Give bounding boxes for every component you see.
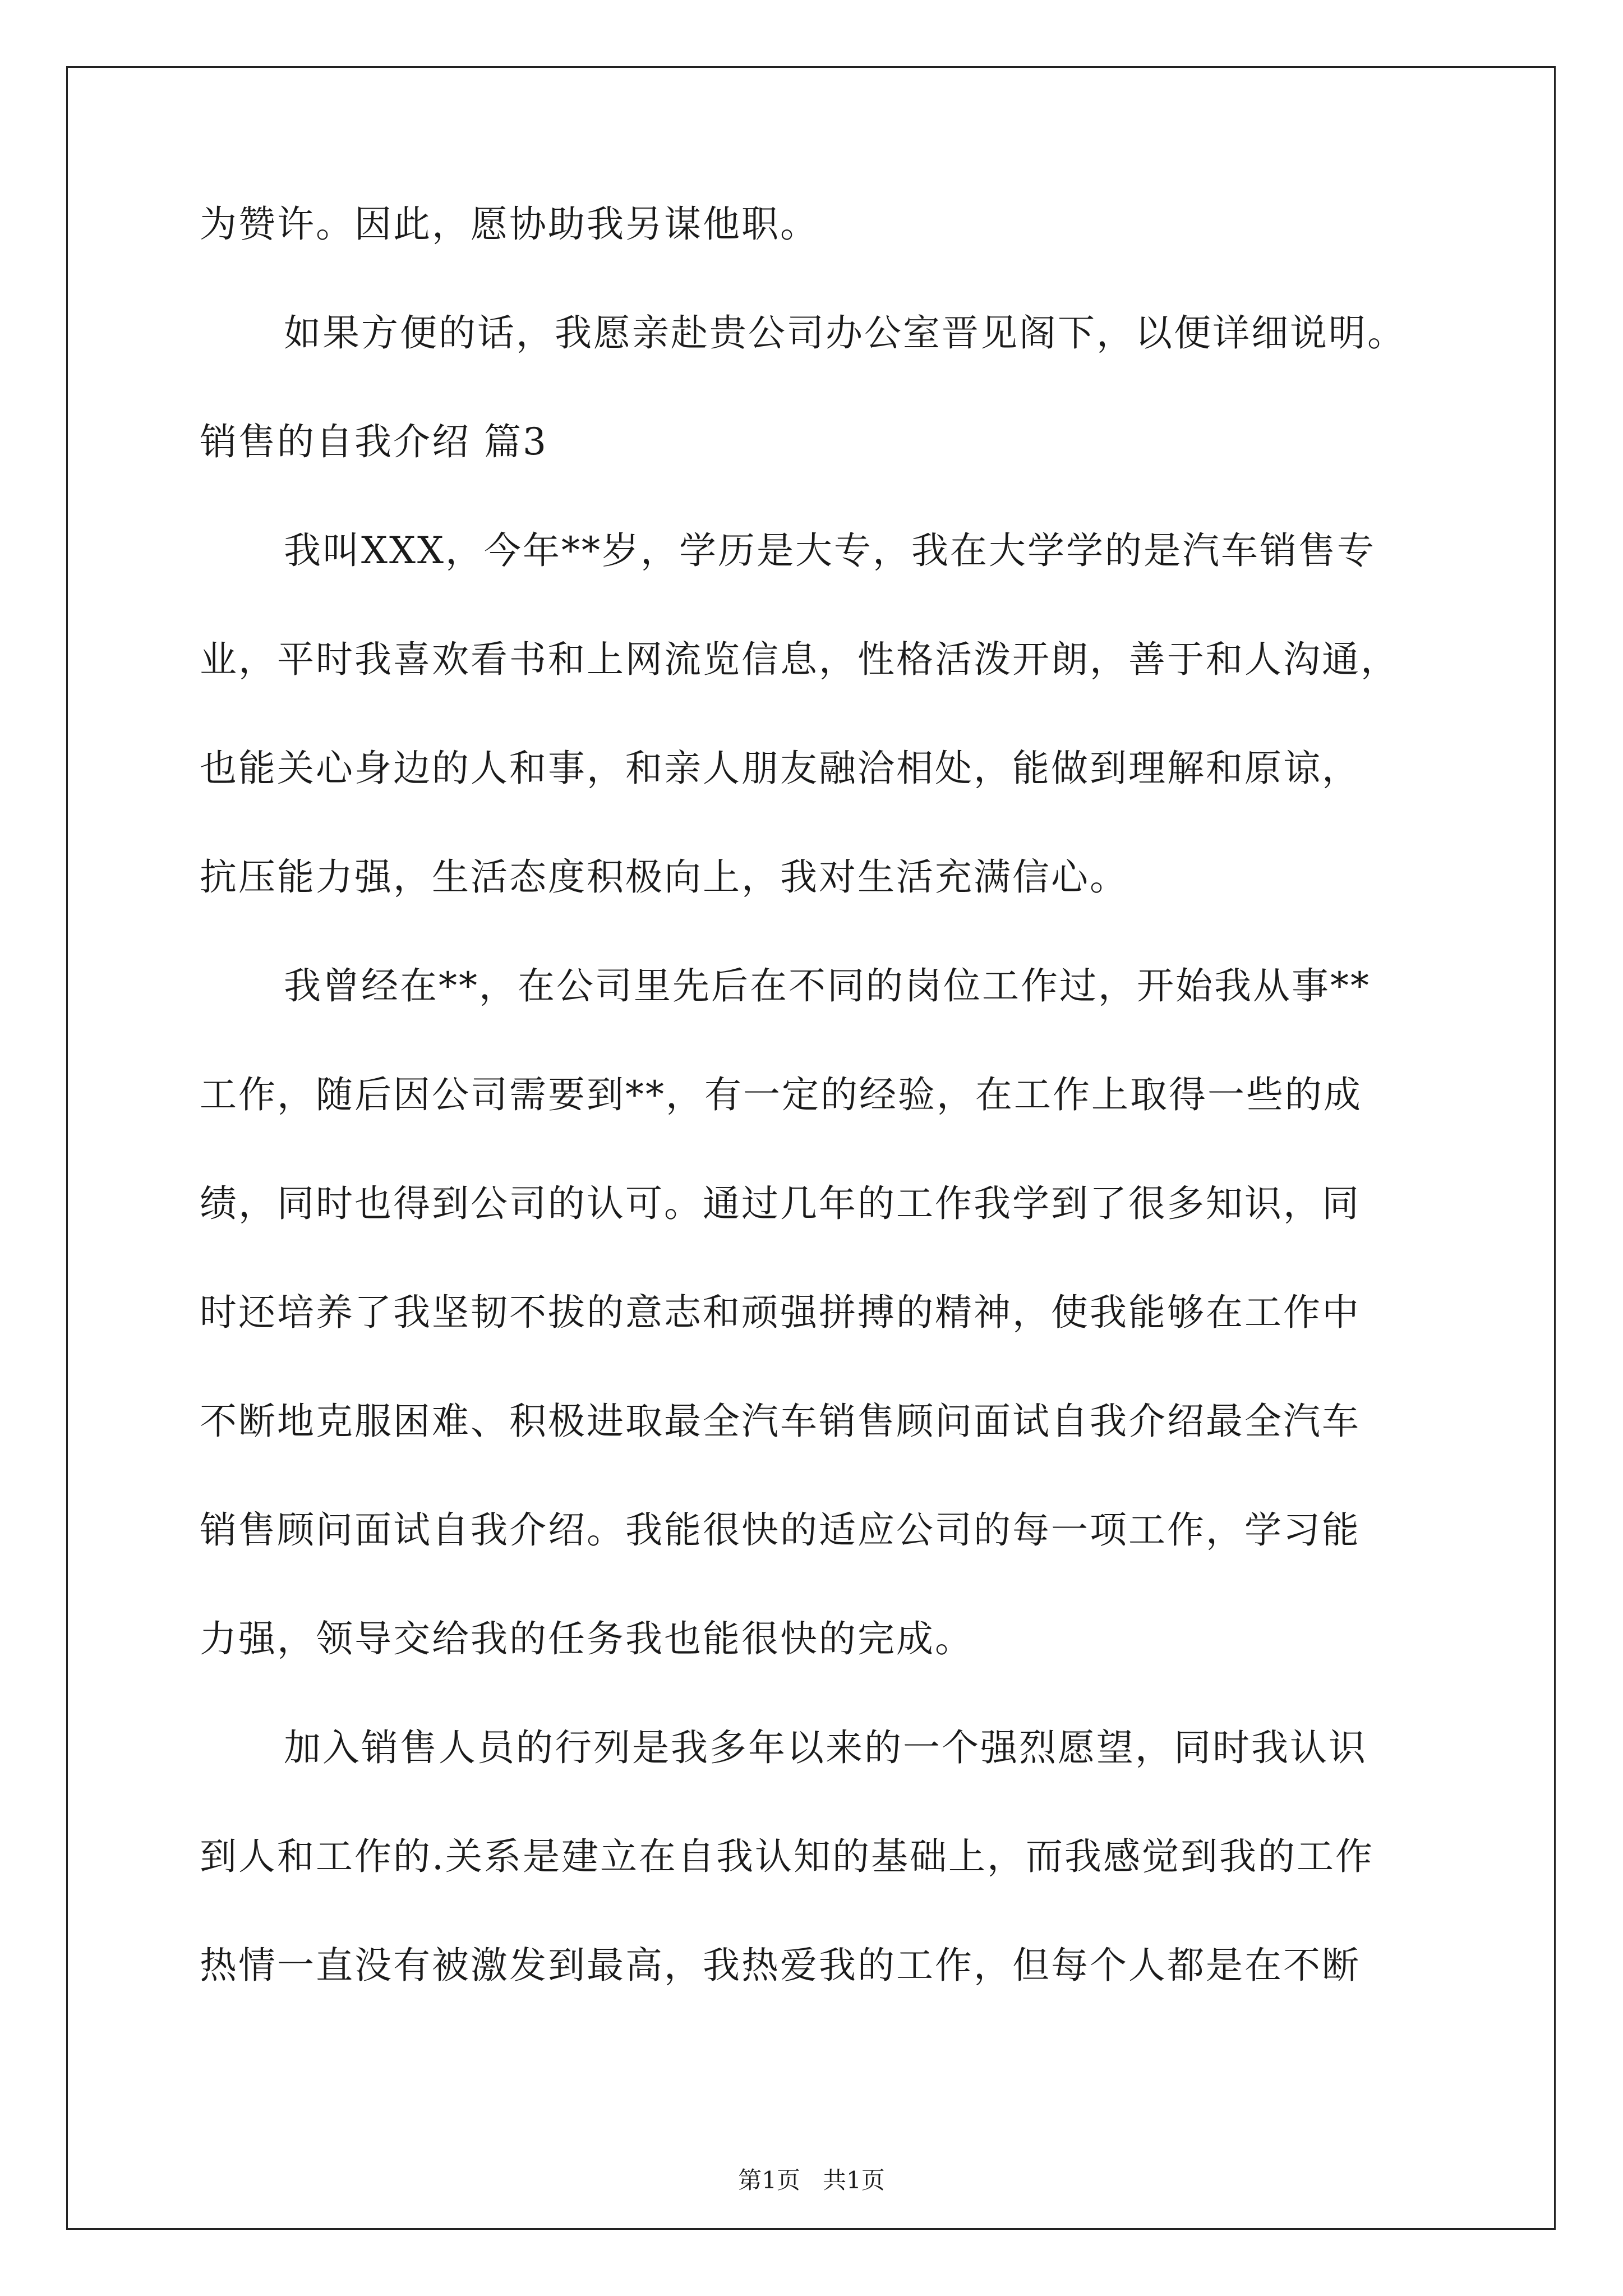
text-line: 抗压能力强，生活态度积极向上，我对生活充满信心。 <box>200 855 1128 899</box>
text-line: 热情一直没有被激发到最高，我热爱我的工作，但每个人都是在不断 <box>200 1944 1361 1987</box>
text-line: 销售顾问面试自我介绍。我能很快的适应公司的每一项工作，学习能 <box>200 1508 1361 1552</box>
text-line: 工作，随后因公司需要到**，有一定的经验，在工作上取得一些的成 <box>200 1073 1362 1116</box>
text-line: 我曾经在**，在公司里先后在不同的岗位工作过，开始我从事** <box>284 964 1371 1007</box>
page-border <box>66 66 1556 2230</box>
text-line: 力强，领导交给我的任务我也能很快的完成。 <box>200 1617 974 1660</box>
text-line: 业，平时我喜欢看书和上网流览信息，性格活泼开朗，善于和人沟通， <box>200 638 1399 681</box>
text-line: 绩，同时也得到公司的认可。通过几年的工作我学到了很多知识，同 <box>200 1182 1361 1225</box>
text-line: 也能关心身边的人和事，和亲人朋友融洽相处，能做到理解和原谅， <box>200 747 1361 790</box>
text-line: 不断地克服困难、积极进取最全汽车销售顾问面试自我介绍最全汽车 <box>200 1400 1361 1443</box>
text-line: 时还培养了我坚韧不拔的意志和顽强拼搏的精神，使我能够在工作中 <box>200 1291 1361 1334</box>
text-line: 加入销售人员的行列是我多年以来的一个强烈愿望，同时我认识 <box>284 1726 1367 1769</box>
text-line: 我叫XXX，今年**岁，学历是大专，我在大学学的是汽车销售专 <box>284 529 1376 572</box>
text-line: 到人和工作的.关系是建立在自我认知的基础上，而我感觉到我的工作 <box>200 1835 1374 1878</box>
text-line: 如果方便的话，我愿亲赴贵公司办公室晋见阁下，以便详细说明。 <box>284 311 1406 355</box>
section-heading: 销售的自我介绍 篇3 <box>200 420 548 463</box>
page-number-footer: 第1页 共1页 <box>738 2166 885 2194</box>
text-line: 为赞许。因此，愿协助我另谋他职。 <box>200 203 819 246</box>
